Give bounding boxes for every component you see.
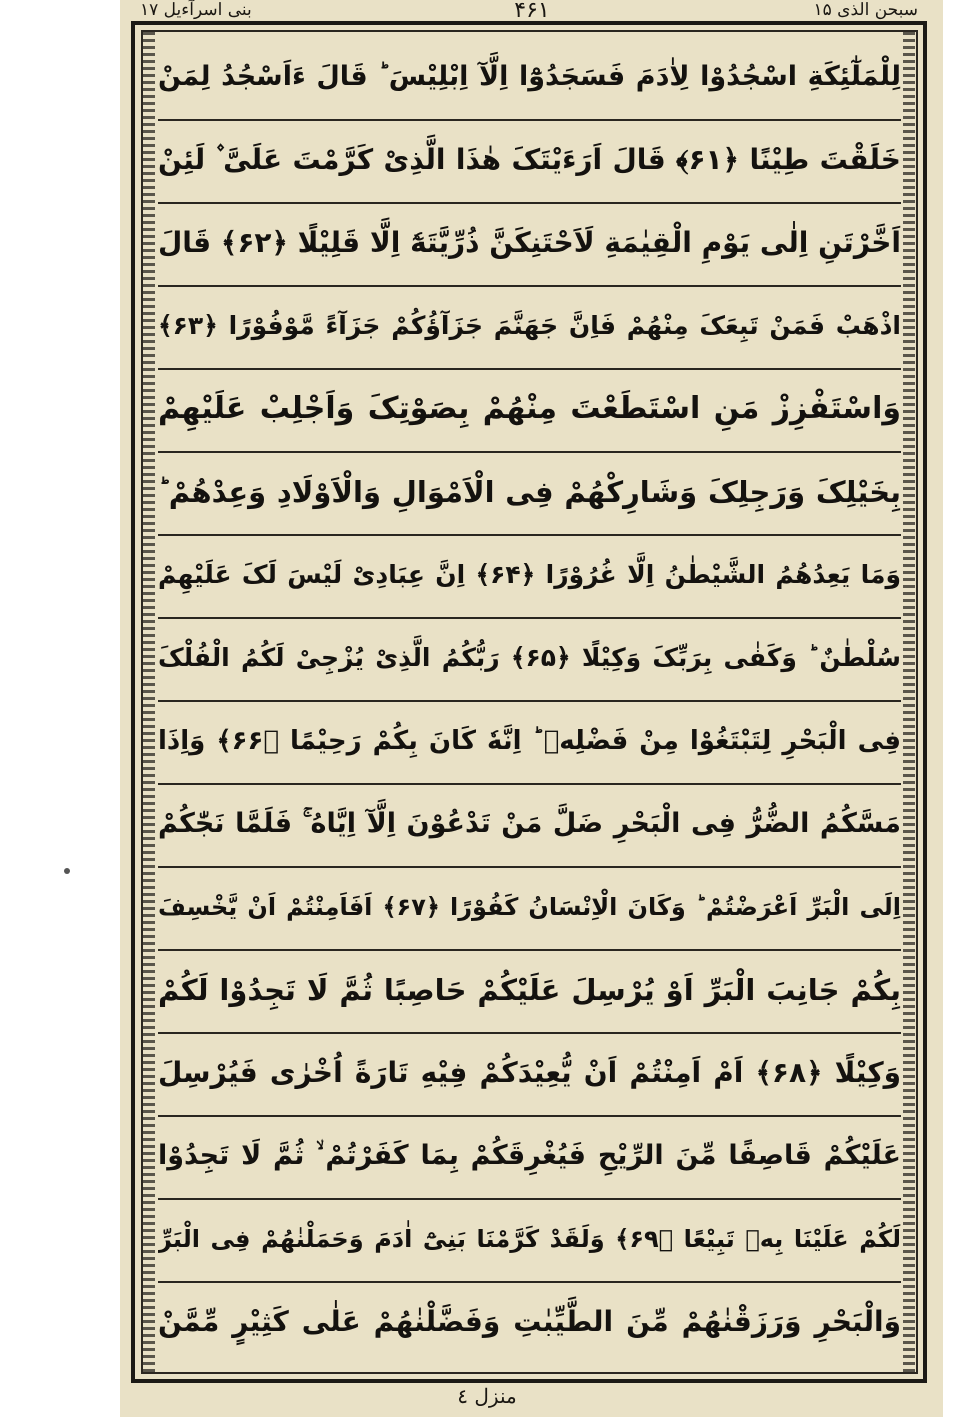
text-line: وَالْبَحْرِ وَرَزَقْنٰهُمْ مِّنَ الطَّیِّبٰتِ وَفَضَّلْنٰهُمْ عَلٰی کَثِیْرٍ مِّمَّنْ (158, 1305, 901, 1338)
ornamental-border-left (143, 32, 155, 1372)
text-line: عَلَیْکُمْ قَاصِفًا مِّنَ الرِّیْحِ فَیُغْرِقَکُمْ بِمَا کَفَرْتُمْ ۙ ثُمَّ لَا تَجِدُوْا (158, 1117, 901, 1200)
text-line: وَاسْتَفْزِزْ مَنِ اسْتَطَعْتَ مِنْهُمْ بِصَوْتِکَ وَاَجْلِبْ عَلَیْهِمْ (158, 370, 901, 453)
text-line: وَمَا یَعِدُهُمُ الشَّیْطٰنُ اِلَّا غُرُوْرًا ﴿۶۴﴾ اِنَّ عِبَادِیْ لَیْسَ لَکَ عَلَیْهِمْ (158, 536, 901, 619)
text-line: اَخَّرْتَنِ اِلٰی یَوْمِ الْقِیٰمَةِ لَاَحْتَنِکَنَّ ذُرِّیَّتَهٗٓ اِلَّا قَلِیْلًا ﴿۶۲﴾ قَالَ (158, 204, 901, 287)
text-line: اِلَی الْبَرِّ اَعْرَضْتُمْ ؕ وَکَانَ الْاِنْسَانُ کَفُوْرًا ﴿۶۷﴾ اَفَاَمِنْتُمْ اَنْ یَّخْسِفَ (158, 868, 901, 951)
text-line: لِلْمَلٰٓئِکَةِ اسْجُدُوْا لِاٰدَمَ فَسَجَدُوْٓا اِلَّآ اِبْلِیْسَ ؕ قَالَ ءَاَسْجُدُ لِمَنْ (158, 38, 901, 121)
text-line: سُلْطٰنٌ ؕ وَکَفٰی بِرَبِّکَ وَکِیْلًا ﴿۶۵﴾ رَبُّکُمُ الَّذِیْ یُزْجِیْ لَکُمُ الْفُلْکَ (158, 619, 901, 702)
ornamental-border-right (903, 32, 915, 1372)
text-line: مَسَّکُمُ الضُّرُّ فِی الْبَحْرِ ضَلَّ مَنْ تَدْعُوْنَ اِلَّآ اِیَّاهُ ۚ فَلَمَّا نَجّٰکُمْ (158, 785, 901, 868)
manzil-footer: منزل ٤ (457, 1384, 517, 1408)
para-header: بنی اسرآءیل ۱۷ (140, 0, 252, 20)
margin-mark (64, 868, 70, 874)
text-line: لَکُمْ عَلَیْنَا بِهٖ تَبِیْعًا ﴿۶۹﴾ وَلَقَدْ کَرَّمْنَا بَنِیْٓ اٰدَمَ وَحَمَلْنٰهُمْ فِی الْبَرِّ (158, 1200, 901, 1283)
text-line: وَکِیْلًا ﴿۶۸﴾ اَمْ اَمِنْتُمْ اَنْ یُّعِیْدَکُمْ فِیْهِ تَارَةً اُخْرٰی فَیُرْسِلَ (158, 1034, 901, 1117)
text-line: بِکُمْ جَانِبَ الْبَرِّ اَوْ یُرْسِلَ عَلَیْکُمْ حَاصِبًا ثُمَّ لَا تَجِدُوْا لَکُمْ (158, 951, 901, 1034)
text-line: فِی الْبَحْرِ لِتَبْتَغُوْا مِنْ فَضْلِهٖ ؕ اِنَّهٗ کَانَ بِکُمْ رَحِیْمًا ﴿۶۶﴾ وَاِذَا (158, 702, 901, 785)
text-line: بِخَیْلِکَ وَرَجِلِکَ وَشَارِکْهُمْ فِی الْاَمْوَالِ وَالْاَوْلَادِ وَعِدْهُمْ ؕ (158, 453, 901, 536)
verse-text-area (158, 38, 901, 1368)
page-number: ۴۶۱ (514, 0, 550, 23)
page-header (132, 0, 932, 22)
surah-header: سبحن الذی ۱۵ (813, 0, 918, 20)
text-line: اذْهَبْ فَمَنْ تَبِعَکَ مِنْهُمْ فَاِنَّ جَهَنَّمَ جَزَآؤُکُمْ جَزَآءً مَّوْفُوْرًا ﴿۶۳﴾ (158, 287, 901, 370)
text-line: خَلَقْتَ طِیْنًا ﴿۶۱﴾ قَالَ اَرَءَیْتَکَ هٰذَا الَّذِیْ کَرَّمْتَ عَلَیَّ ۫ لَئِنْ (158, 121, 901, 204)
